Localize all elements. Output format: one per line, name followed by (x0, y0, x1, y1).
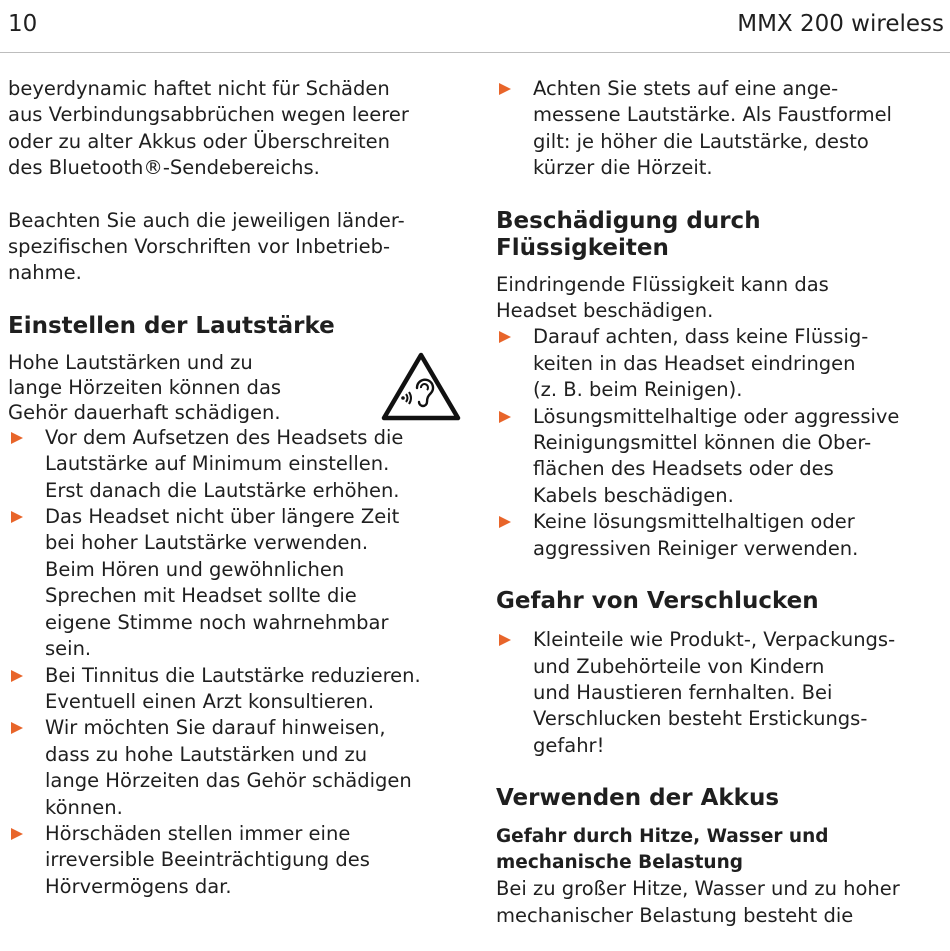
left-column (8, 76, 463, 900)
list-item: Hörschäden stellen immer eine irreversible Beeinträchtigung des Hörvermögens dar. (8, 821, 463, 900)
bullet-arrow-icon (11, 670, 23, 682)
bullet-arrow-icon (499, 83, 511, 95)
document-title: MMX 200 wireless (737, 11, 944, 37)
list-item: Darauf achten, dass keine Flüssig- keiten in das Headset eindringen (z. B. beim Reinigen). (496, 324, 946, 403)
list-item: Vor dem Aufsetzen des Headsets die Lautstärke auf Minimum einstellen. Erst danach die Lautstärke erhöhen. (8, 425, 463, 504)
batteries-heading: Verwenden der Akkus (496, 785, 780, 812)
page-header (0, 0, 950, 53)
bullet-arrow-icon (499, 331, 511, 343)
hearing-warning-icon (381, 352, 461, 422)
liquids-bullet-list (496, 324, 946, 562)
bullet-arrow-icon (499, 634, 511, 646)
batteries-body: Bei zu großer Hitze, Wasser und zu hoher mechanischer Belastung besteht die (496, 877, 900, 927)
list-item: Wir möchten Sie darauf hinweisen, dass zu hohe Lautstärken und zu lange Hörzeiten das Gehör schädigen können. (8, 715, 463, 821)
volume-intro: Hohe Lautstärken und zu lange Hörzeiten können das Gehör dauerhaft schädigen. (8, 350, 463, 425)
list-item: Lösungsmittelhaltige oder aggressive Reinigungsmittel können die Ober- flächen des Headsets oder des Kabels beschädigen. (496, 404, 946, 510)
list-item: Kleinteile wie Produkt-, Verpackungs- und Zubehörteile von Kindern und Haustieren fernhalten. Bei Verschlucken besteht Erstickungs- gefahr! (496, 627, 946, 759)
list-item: Das Headset nicht über längere Zeit bei hoher Lautstärke verwenden. Beim Hören und gewöhnlichen Sprechen mit Headset sollte die eigene Stimme noch wahrnehmbar sein. (8, 504, 463, 662)
bullet-arrow-icon (499, 516, 511, 528)
volume-heading: Einstellen der Lautstärke (8, 312, 335, 339)
regulations-paragraph: Beachten Sie auch die jeweiligen länder- spezifischen Vorschriften vor Inbetrieb- nahme. (8, 208, 405, 285)
bullet-arrow-icon (11, 828, 23, 840)
bullet-arrow-icon (499, 411, 511, 423)
swallowing-bullet-list (496, 627, 946, 759)
liquids-intro: Eindringende Flüssigkeit kann das Headset beschädigen. (496, 272, 829, 323)
volume-bullet-list (8, 425, 463, 900)
page-number: 10 (8, 11, 38, 37)
list-item: Keine lösungsmittelhaltigen oder aggressiven Reiniger verwenden. (496, 509, 946, 562)
liquids-heading: Beschädigung durch Flüssigkeiten (496, 207, 761, 261)
bullet-arrow-icon (11, 511, 23, 523)
bullet-arrow-icon (11, 722, 23, 734)
volume-continued-list (496, 76, 946, 182)
swallowing-heading: Gefahr von Verschlucken (496, 588, 819, 615)
batteries-subheading: Gefahr durch Hitze, Wasser und mechanische Belastung (496, 826, 829, 874)
list-item: Bei Tinnitus die Lautstärke reduzieren. Eventuell einen Arzt konsultieren. (8, 663, 463, 716)
liability-paragraph: beyerdynamic haftet nicht für Schäden aus Verbindungsabbrüchen wegen leerer oder zu alter Akkus oder Überschreiten des Bluetooth®-Sendebereichs. (8, 77, 409, 180)
list-item: Achten Sie stets auf eine ange- messene Lautstärke. Als Faustformel gilt: je höher die Lautstärke, desto kürzer die Hörzeit. (496, 76, 946, 182)
bullet-arrow-icon (11, 432, 23, 444)
right-column (496, 76, 946, 929)
